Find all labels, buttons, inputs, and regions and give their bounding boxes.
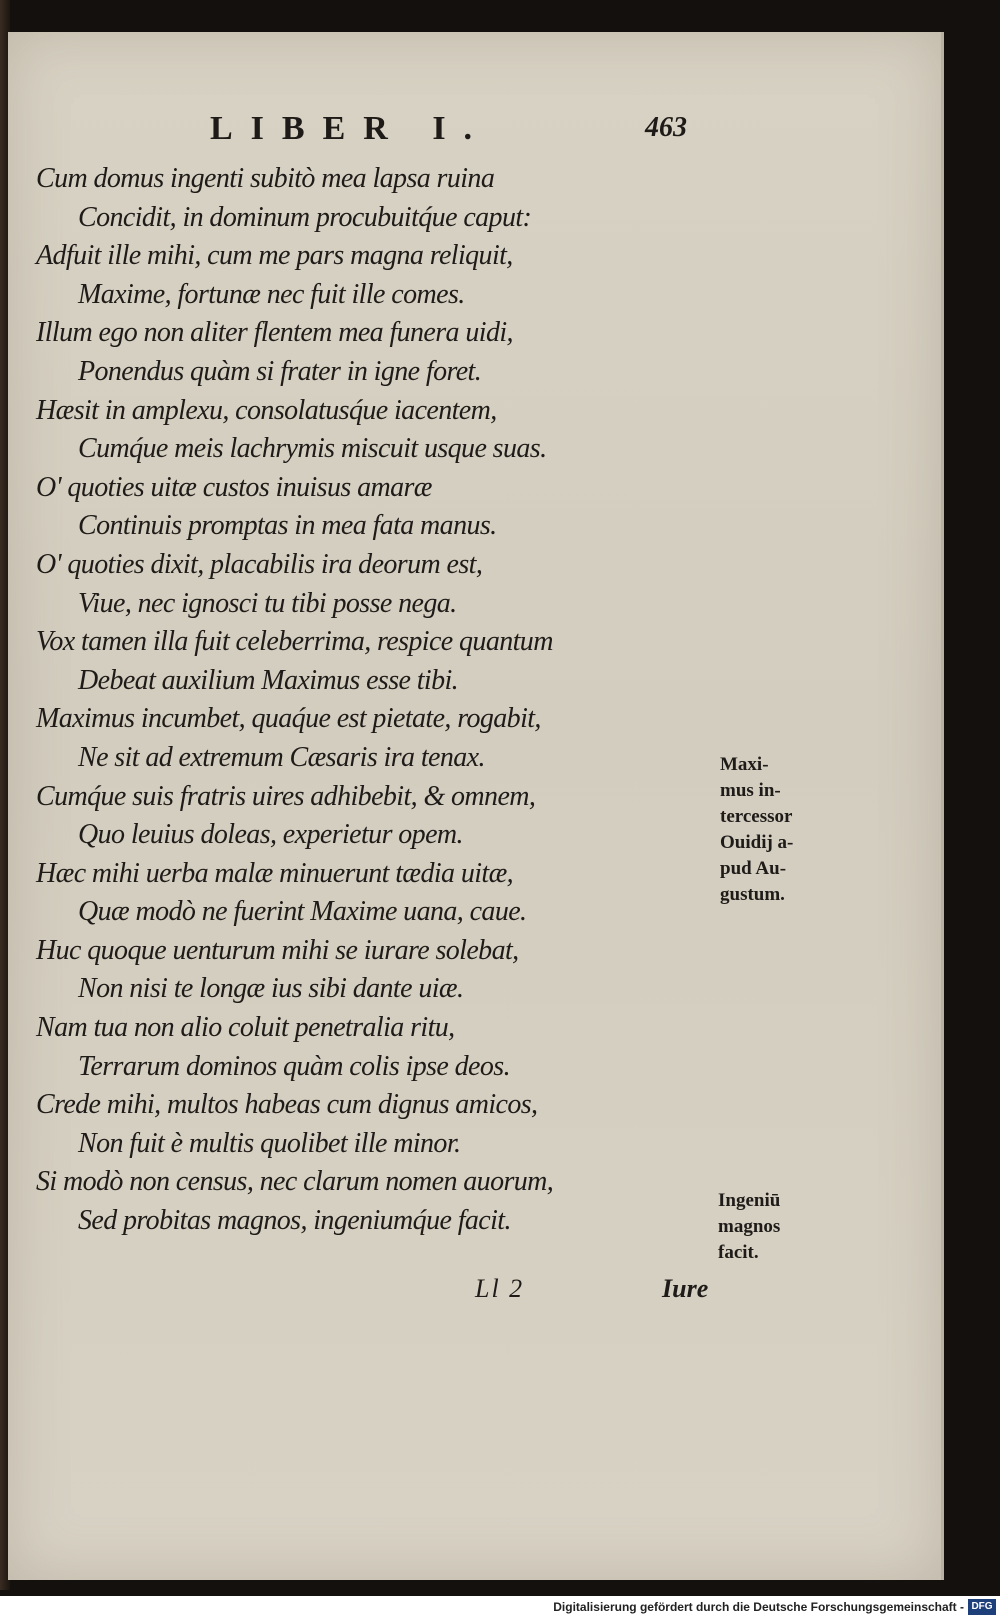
margin-note-line: tercessor — [720, 806, 793, 827]
verse-line: O' quoties uitæ custos inuisus amaræ — [36, 471, 432, 503]
page-number: 463 — [645, 112, 687, 143]
catchword: Iure — [662, 1274, 709, 1303]
running-title: LIBER I. — [210, 110, 491, 147]
verse-line: Illum ego non aliter flentem mea funera uidi, — [36, 317, 513, 349]
margin-note-line: magnos — [718, 1216, 781, 1237]
verse-line: Cum domus ingenti subitò mea lapsa ruina — [36, 163, 495, 194]
verse-line: Hæc mihi uerba malæ minuerunt tædia uitæ, — [36, 857, 514, 889]
margin-note-line: Ouidij a- — [720, 832, 794, 853]
verse-text — [36, 160, 656, 1241]
verse-line: Cumq́ue suis fratris uires adhibebit, & omnem, — [36, 780, 536, 812]
margin-note-line: pud Au- — [720, 858, 787, 879]
margin-note-line: gustum. — [720, 884, 785, 905]
verse-line: Sed probitas magnos, ingeniumq́ue facit. — [78, 1205, 511, 1237]
margin-note-maximus — [720, 752, 793, 908]
verse-line: Huc quoque uenturum mihi se iurare solebat, — [36, 934, 519, 966]
verse-line: Crede mihi, multos habeas cum dignus amicos, — [36, 1089, 538, 1121]
verse-line: Terrarum dominos quàm colis ipse deos. — [78, 1050, 510, 1082]
verse-line: O' quoties dixit, placabilis ira deorum est, — [36, 548, 483, 580]
margin-note-line: Maxi- — [720, 754, 769, 775]
verse-line: Ne sit ad extremum Cæsaris ira tenax. — [78, 741, 485, 773]
verse-line: Cumq́ue meis lachrymis miscuit usque suas. — [78, 433, 547, 465]
verse-line: Hæsit in amplexu, consolatusq́ue iacentem, — [36, 394, 497, 426]
verse-line: Concidit, in dominum procubuitq́ue caput: — [78, 201, 532, 233]
signature-mark: Ll 2 — [475, 1274, 525, 1303]
verse-line: Maxime, fortunæ nec fuit ille comes. — [78, 278, 465, 310]
page-header — [200, 110, 720, 150]
margin-note-line: mus in- — [720, 780, 781, 801]
verse-line: Continuis promptas in mea fata manus. — [78, 510, 497, 542]
footer-credit: Digitalisierung gefördert durch die Deutsche Forschungsgemeinschaft - — [553, 1600, 964, 1614]
margin-note-ingenium — [718, 1188, 780, 1266]
verse-line: Debeat auxilium Maximus esse tibi. — [78, 664, 459, 696]
verse-line: Maximus incumbet, quaq́ue est pietate, rogabit, — [36, 703, 541, 735]
margin-note-line: Ingeniū — [718, 1190, 781, 1211]
dfg-logo: DFG — [968, 1599, 996, 1615]
footer-bar — [0, 1596, 1000, 1620]
verse-line: Quo leuius doleas, experietur opem. — [78, 819, 463, 851]
verse-line: Non fuit è multis quolibet ille minor. — [78, 1127, 461, 1159]
verse-line: Ponendus quàm si frater in igne foret. — [78, 355, 482, 387]
verse-line: Vox tamen illa fuit celeberrima, respice quantum — [36, 626, 553, 658]
verse-line: Adfuit ille mihi, cum me pars magna reliquit, — [36, 240, 513, 272]
verse-line: Quæ modò ne fuerint Maxime uana, caue. — [78, 896, 527, 928]
verse-line: Nam tua non alio coluit penetralia ritu, — [36, 1012, 455, 1044]
verse-line: Si modò non census, nec clarum nomen auorum, — [36, 1166, 554, 1198]
verse-line: Viue, nec ignosci tu tibi posse nega. — [78, 587, 457, 619]
verse-line: Non nisi te longæ ius sibi dante uiæ. — [78, 973, 464, 1005]
margin-note-line: facit. — [718, 1242, 759, 1263]
